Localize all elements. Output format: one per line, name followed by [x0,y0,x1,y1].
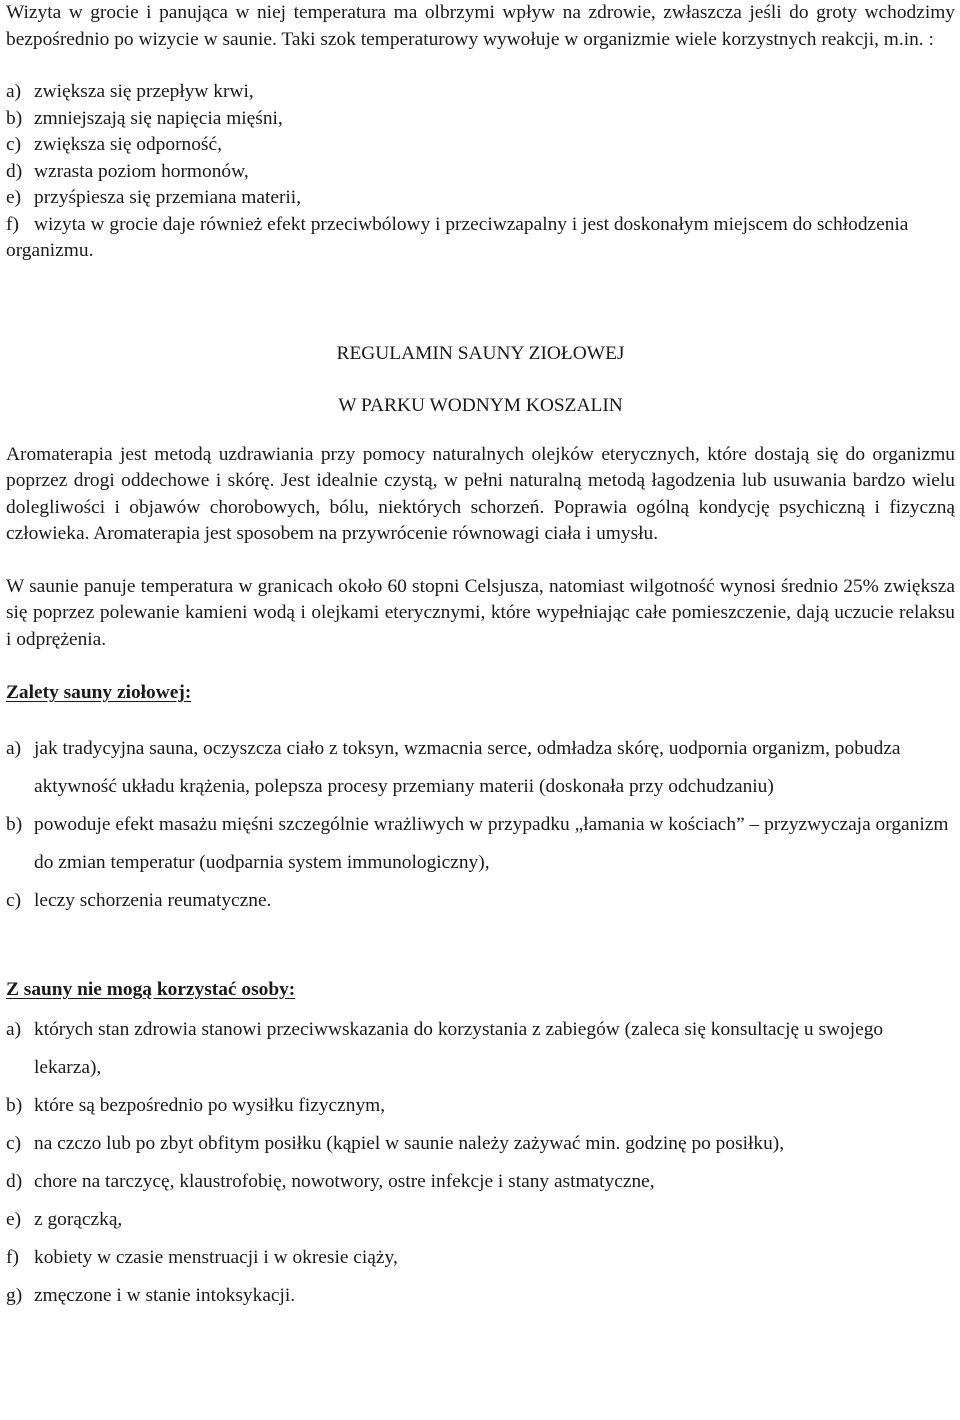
list-item [6,1011,955,1087]
list-item-text: leczy schorzenia reumatyczne. [34,890,272,911]
list-item-text: których stan zdrowia stanowi przeciwwskazania do korzystania z zabiegów (zaleca się konsultację u swojego lekarza), [34,1019,884,1078]
zalety-list [6,730,955,920]
list-item-text: kobiety w czasie menstruacji i w okresie ciąży, [34,1247,398,1268]
regulamin-title: REGULAMIN SAUNY ZIOŁOWEJ [336,342,625,364]
list-item [6,79,955,106]
list-item [6,212,955,265]
list-item-text: powoduje efekt masażu mięśni szczególnie wrażliwych w przypadku „łamania w kościach” – przyzwyczaja organizm do zmian temperatur (uodparnia system immunologiczny), [34,814,949,873]
list-item [6,1125,955,1163]
list-item [6,806,955,882]
list-item-text: jak tradycyjna sauna, oczyszcza ciało z toksyn, wzmacnia serce, odmładza skórę, uodpornia organizm, pobudza aktywność układu krążenia, polepsza procesy przemiany materii (doskonała przy odchudzaniu) [34,738,901,797]
regulamin-subtitle: W PARKU WODNYM KOSZALIN [338,394,623,416]
list-marker: f) [6,213,19,235]
list-item [6,1201,955,1239]
list-item [6,1277,955,1315]
list-marker: d) [6,1171,23,1192]
list-item-text: zmniejszają się napięcia mięśni, [34,107,283,129]
list-item [6,882,955,920]
list-marker: c) [6,890,22,911]
list-item-text: zwiększa się przepływ krwi, [34,81,254,102]
list-item-text: z gorączką, [34,1209,123,1230]
list-item-text: chore na tarczycę, klaustrofobię, nowotwory, ostre infekcje i stany astmatyczne, [34,1171,655,1192]
list-item [6,132,955,159]
list-item [6,1239,955,1277]
list-marker: g) [6,1285,23,1306]
list-marker: e) [6,187,22,208]
list-item-text: które są bezpośrednio po wysiłku fizycznym, [34,1095,386,1116]
list-marker: b) [6,814,23,835]
przeciwwskazania-list [6,1011,955,1315]
document-page [6,0,955,1315]
list-item-text: na czczo lub po zbyt obfitym posiłku (kąpiel w saunie należy zażywać min. godzinę po posiłku), [34,1133,785,1154]
list-item [6,1087,955,1125]
list-item [6,185,955,212]
przeciwwskazania-heading: Z sauny nie mogą korzystać osoby: [6,979,296,1000]
temperature-paragraph: W saunie panuje temperatura w granicach około 60 stopni Celsjusza, natomiast wilgotność wynosi średnio 25% zwiększa się poprzez polewanie kamieni wodą i olejkami eterycznymi, które wypełniając całe pomieszczenie, dają uczucie relaksu i odprężenia. [6,575,955,650]
list-marker: c) [6,134,22,155]
list-marker: a) [6,738,22,759]
list-marker: b) [6,107,23,129]
list-item-text: zwiększa się odporność, [34,134,222,155]
list-marker: f) [6,1247,19,1268]
list-item-text: zmęczone i w stanie intoksykacji. [34,1285,296,1306]
list-item [6,106,955,133]
list-marker: c) [6,1133,22,1154]
list-marker: b) [6,1095,23,1116]
intro-list [6,79,955,265]
list-item-text: wzrasta poziom hormonów, [34,160,249,182]
intro-paragraph: Wizyta w grocie i panująca w niej temperatura ma olbrzymi wpływ na zdrowie, zwłaszcza jeśli do groty wchodzimy bezpośrednio po wizycie w saunie. Taki szok temperaturowy wywołuje w organizmie wiele korzystnych reakcji, m.in. : [6,2,955,50]
list-item-text: wizyta w grocie daje również efekt przeciwbólowy i przeciwzapalny i jest doskonałym miejscem do schłodzenia organizmu. [6,213,909,261]
list-item [6,730,955,806]
list-item-text: przyśpiesza się przemiana materii, [34,187,302,208]
list-marker: e) [6,1209,22,1230]
aromatherapy-paragraph: Aromaterapia jest metodą uzdrawiania przy pomocy naturalnych olejków eterycznych, które dostają się do organizmu poprzez drogi oddechowe i skórę. Jest idealnie czystą, w pełni naturalną metodą łagodzenia lub usuwania bardzo wielu dolegliwości i objawów chorobowych, bólu, niektórych schorzeń. Poprawia ogólną kondycję psychiczną i fizyczną człowieka. Aromaterapia jest sposobem na przywrócenie równowagi ciała i umysłu. [6,443,955,544]
list-marker: a) [6,81,22,102]
zalety-heading: Zalety sauny ziołowej: [6,682,192,703]
list-marker: d) [6,160,23,182]
list-item [6,159,955,186]
list-item [6,1163,955,1201]
list-marker: a) [6,1019,22,1040]
